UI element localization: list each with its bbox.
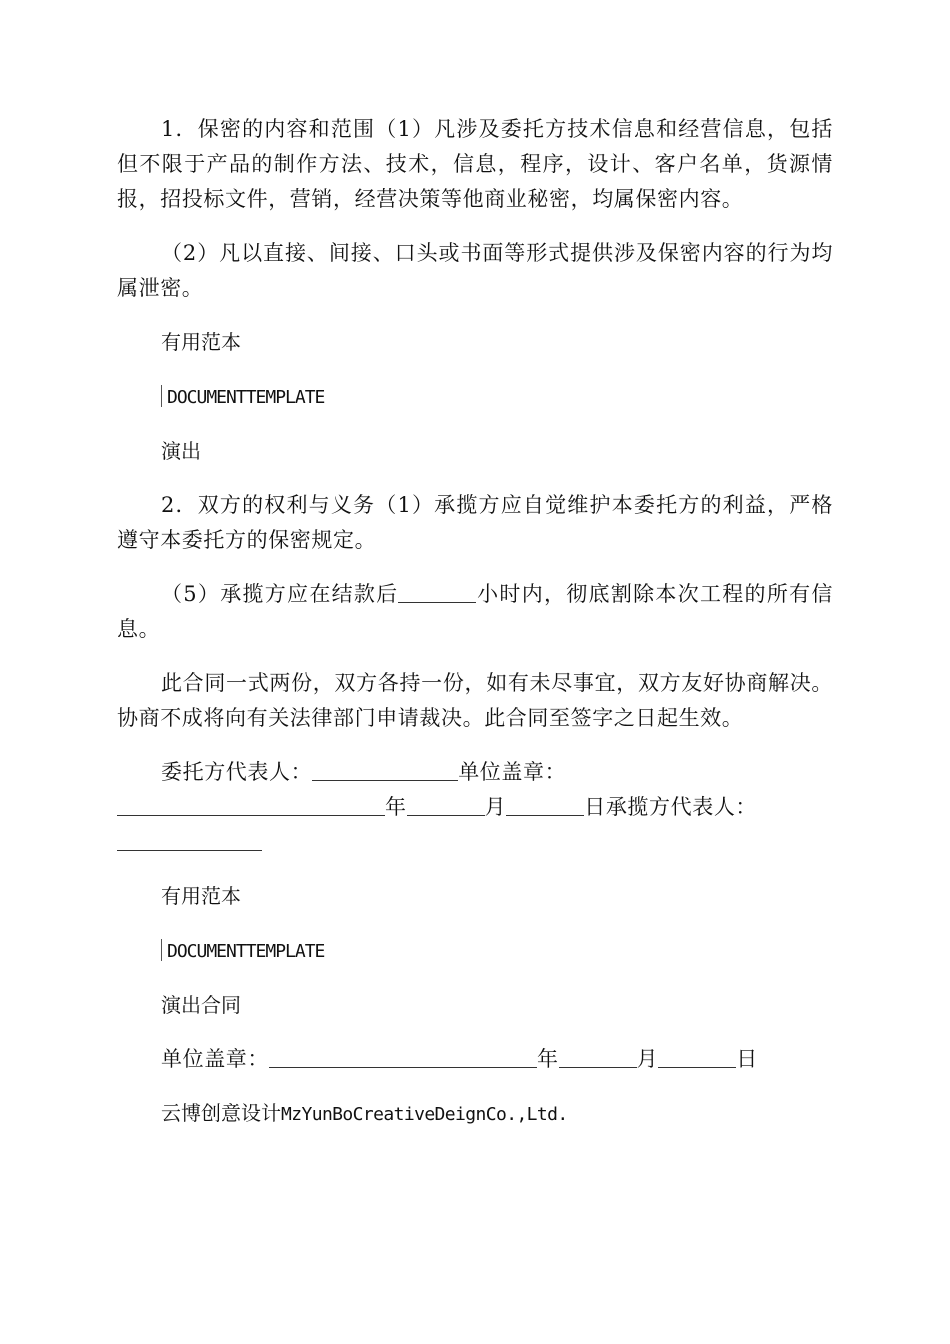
closing-clause: 此合同一式两份，双方各持一份，如有未尽事宜，双方友好协商解决。协商不成将向有关法律部门申请裁决。此合同至签字之日起生效。 (117, 671, 833, 730)
document-page (117, 112, 833, 1132)
seal-label-2: 单位盖章： (161, 1047, 269, 1071)
seal-blank-field[interactable] (117, 795, 385, 816)
clause-2-deletion-prefix: （5）承揽方应在结款后 (161, 582, 399, 606)
clause-2-deletion-suffix: 小时内，彻底割除本次工程的所有信息。 (117, 582, 833, 641)
contractor-rep-blank-field[interactable] (117, 830, 262, 851)
hours-blank-field[interactable] (398, 582, 476, 603)
clause-2-deletion (117, 577, 833, 647)
company-name-cn: 云博创意设计 (161, 1101, 281, 1125)
signature-line-2 (117, 790, 833, 825)
template-header-title: 有用范本 (161, 330, 241, 354)
clause-2-rights-obligations: 2．双方的权利与义务（1）承揽方应自觉维护本委托方的利益，严格遵守本委托方的保密规定。 (117, 493, 833, 552)
day-blank-field[interactable] (506, 795, 584, 816)
seal-label: 单位盖章： (458, 760, 567, 784)
signature-line-3 (117, 825, 833, 860)
year-label-2: 年 (537, 1047, 559, 1071)
month-label-2: 月 (636, 1047, 659, 1071)
company-footer (117, 1096, 833, 1132)
divider-bar (161, 385, 162, 407)
template-label-2: DOCUMENTTEMPLATE (167, 941, 325, 962)
template-header-subtitle-2: 演出合同 (161, 993, 241, 1017)
template-header-brand (117, 379, 833, 415)
signature-line-1 (117, 755, 833, 790)
day-contractor-label: 日承揽方代表人： (584, 795, 758, 819)
template-header-title-2: 有用范本 (161, 884, 241, 908)
day-label-2: 日 (736, 1047, 758, 1071)
template-header-brand-2 (117, 933, 833, 969)
clause-1-leak-definition: （2）凡以直接、间接、口头或书面等形式提供涉及保密内容的行为均属泄密。 (117, 241, 833, 300)
client-rep-label: 委托方代表人： (161, 760, 313, 784)
clause-1-confidential-scope: 1．保密的内容和范围（1）凡涉及委托方技术信息和经营信息，包括但不限于产品的制作方法、技术，信息，程序，设计、客户名单，货源情报，招投标文件，营销，经营决策等他商业秘密，均属保密内容。 (117, 117, 833, 211)
client-rep-blank-field[interactable] (312, 760, 458, 781)
company-name-en: MzYunBoCreativeDeignCo.,Ltd. (281, 1104, 568, 1125)
signature-block (117, 755, 833, 860)
year-label: 年 (385, 795, 407, 819)
month-blank-field[interactable] (407, 795, 485, 816)
day-blank-field-2[interactable] (658, 1047, 736, 1068)
month-label: 月 (484, 795, 507, 819)
month-blank-field-2[interactable] (559, 1047, 637, 1068)
seal-blank-field-2[interactable] (269, 1047, 537, 1068)
template-header-subtitle: 演出 (161, 439, 201, 463)
divider-bar-2 (161, 939, 162, 961)
template-label: DOCUMENTTEMPLATE (167, 387, 325, 408)
seal-date-line (117, 1042, 833, 1077)
